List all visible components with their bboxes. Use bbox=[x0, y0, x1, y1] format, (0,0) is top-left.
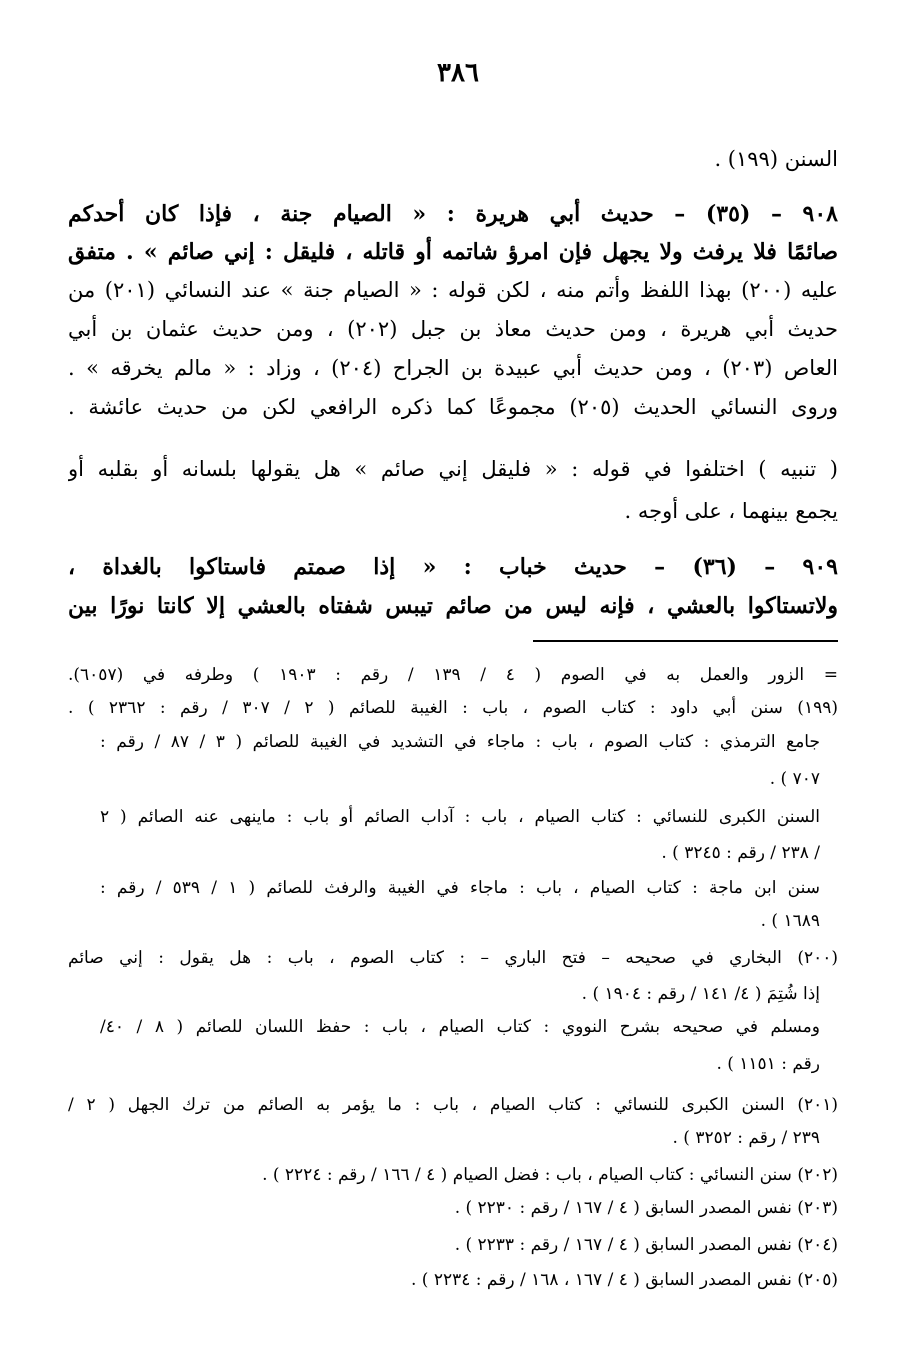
hadith-text-line: صائمًا فلا يرفث ولا يجهل فإن امرؤ شاتمه أو قاتله ، فليقل : إني صائم » . متفق bbox=[68, 239, 838, 265]
footnote-line: (٢٠٤) نفس المصدر السابق ( ٤ / ١٦٧ / رقم : ٢٢٣٣ ) . bbox=[454, 1235, 838, 1255]
hadith-text-line: ولاتستاكوا بالعشي ، فإنه ليس من صائم تيبس شفتاه بالعشي إلا كانتا نورًا بين bbox=[68, 593, 838, 619]
footnote-line: ٧٠٧ ) . bbox=[769, 769, 820, 789]
footnote-line: (٢٠٠) البخاري في صحيحه – فتح الباري – : كتاب الصوم ، باب : هل يقول : إني صائم bbox=[68, 948, 838, 968]
footnote-line: (١٩٩) سنن أبي داود : كتاب الصوم ، باب : الغيبة للصائم ( ٢ / ٣٠٧ / رقم : ٢٣٦٢ ) . bbox=[68, 698, 838, 718]
footnote-line: (٢٠٣) نفس المصدر السابق ( ٤ / ١٦٧ / رقم : ٢٢٣٠ ) . bbox=[454, 1198, 838, 1218]
main-text-line: عليه (٢٠٠) بهذا اللفظ وأتم منه ، لكن قوله : « الصيام جنة » عند النسائي (٢٠١) من bbox=[68, 278, 838, 302]
hadith-heading-line: ٩٠٩ – (٣٦) – حديث خباب : « إذا صمتم فاستاكوا بالغداة ، bbox=[68, 554, 838, 580]
footnote-line: ٢٣٩ / رقم : ٣٢٥٢ ) . bbox=[672, 1128, 820, 1148]
main-text-line: وروى النسائي الحديث (٢٠٥) مجموعًا كما ذكره الرافعي لكن من حديث عائشة . bbox=[68, 395, 838, 419]
footnote-line: (٢٠١) السنن الكبرى للنسائي : كتاب الصيام ، باب : ما يؤمر به الصائم من ترك الجهل ( ٢ / bbox=[68, 1095, 838, 1115]
footnote-line: رقم : ١١٥١ ) . bbox=[716, 1054, 820, 1074]
footnote-line: السنن الكبرى للنسائي : كتاب الصيام ، باب : آداب الصائم أو باب : ماينهى عنه الصائم ( ٢ bbox=[100, 807, 820, 827]
note-text-line: يجمع بينهما ، على أوجه . bbox=[624, 499, 838, 523]
main-text-line: العاص (٢٠٣) ، ومن حديث أبي عبيدة بن الجراح (٢٠٤) ، وزاد : « مالم يخرقه » . bbox=[68, 356, 838, 380]
main-text-line: السنن (١٩٩) . bbox=[714, 147, 838, 171]
footnote-line: إذا شُتِمَ ( ٤/ ١٤١ / رقم : ١٩٠٤ ) . bbox=[581, 984, 820, 1004]
hadith-heading-line: ٩٠٨ – (٣٥) – حديث أبي هريرة : « الصيام جنة ، فإذا كان أحدكم bbox=[68, 201, 838, 227]
page-number: ٣٨٦ bbox=[437, 58, 479, 88]
footnote-line: = الزور والعمل به في الصوم ( ٤ / ١٣٩ / رقم : ١٩٠٣ ) وطرفه في (٦٠٥٧). bbox=[68, 665, 838, 685]
footnote-line: (٢٠٥) نفس المصدر السابق ( ٤ / ١٦٧ ، ١٦٨ / رقم : ٢٢٣٤ ) . bbox=[410, 1270, 838, 1290]
footnote-line: سنن ابن ماجة : كتاب الصيام ، باب : ماجاء في الغيبة والرفث للصائم ( ١ / ٥٣٩ / رقم : bbox=[100, 878, 820, 898]
main-text-line: حديث أبي هريرة ، ومن حديث معاذ بن جبل (٢٠٢) ، ومن حديث عثمان بن أبي bbox=[68, 317, 838, 341]
footnote-line: جامع الترمذي : كتاب الصوم ، باب : ماجاء في التشديد في الغيبة للصائم ( ٣ / ٨٧ / رقم : bbox=[100, 732, 820, 752]
footnote-line: (٢٠٢) سنن النسائي : كتاب الصيام ، باب : فضل الصيام ( ٤ / ١٦٦ / رقم : ٢٢٢٤ ) . bbox=[262, 1165, 838, 1185]
footnote-line: ١٦٨٩ ) . bbox=[760, 911, 820, 931]
footnote-line: ومسلم في صحيحه بشرح النووي : كتاب الصيام ، باب : حفظ اللسان للصائم ( ٨ / ٤٠/ bbox=[100, 1017, 820, 1037]
footnote-line: / ٢٣٨ / رقم : ٣٢٤٥ ) . bbox=[661, 843, 820, 863]
footnote-separator bbox=[533, 640, 838, 642]
note-text-line: ( تنبيه ) اختلفوا في قوله : « فليقل إني صائم » هل يقولها بلسانه أو بقلبه أو bbox=[68, 457, 838, 481]
